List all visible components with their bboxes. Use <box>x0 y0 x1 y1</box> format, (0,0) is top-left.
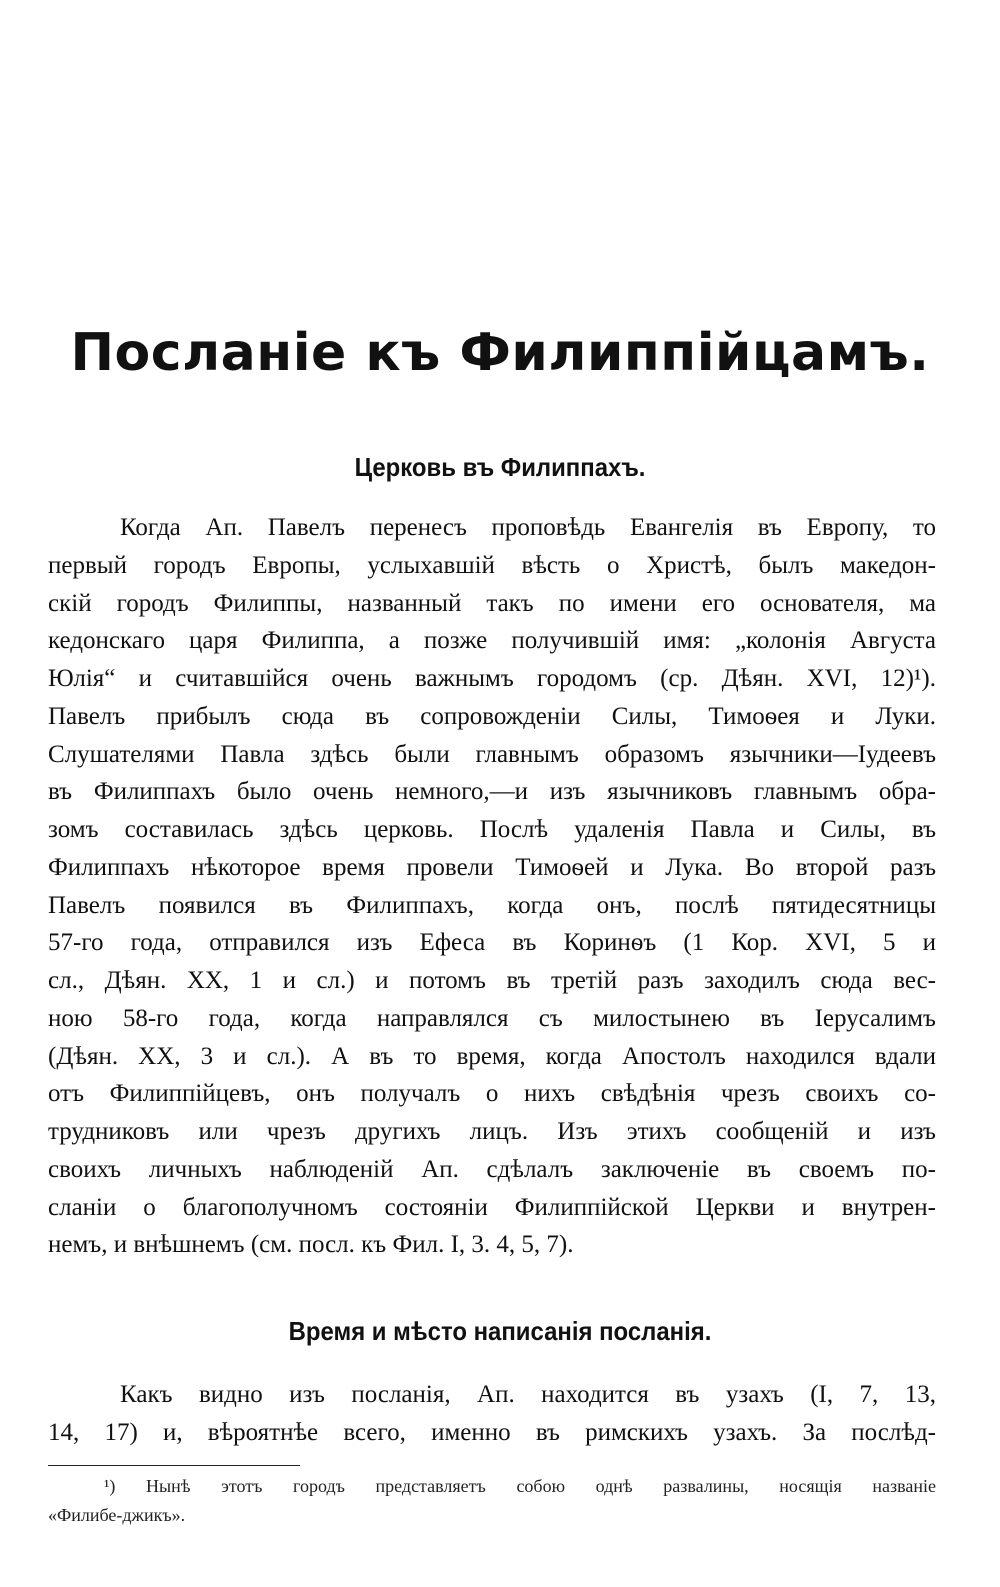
text-line: Павелъ появился въ Филиппахъ, когда онъ, послѣ пятидесятницы <box>48 891 936 919</box>
page-title: Посланіе къ Филиппійцамъ. <box>70 323 930 383</box>
footnote-divider <box>48 1465 300 1466</box>
text-line: отъ Филиппійцевъ, онъ получалъ о нихъ свѣдѣнія чрезъ своихъ со- <box>48 1080 936 1108</box>
text-line: сл., Дѣян. XX, 1 и сл.) и потомъ въ третій разъ заходилъ сюда вес- <box>48 967 936 994</box>
text-line: своихъ личныхъ наблюденій Ап. сдѣлалъ заключеніе въ своемъ по- <box>48 1155 936 1183</box>
text-line: 14, 17) и, вѣроятнѣе всего, именно въ римскихъ узахъ. За послѣд- <box>48 1418 936 1446</box>
text-line: сланіи о благополучномъ состояніи Филиппійской Церкви и внутрен- <box>48 1193 936 1221</box>
text-line: зомъ составилась здѣсь церковь. Послѣ удаленія Павла и Силы, въ <box>48 816 936 843</box>
section-heading-time-place: Время и мѣсто написанія посланія. <box>288 1316 712 1346</box>
text-line: первый городъ Европы, услыхавшій вѣсть о Христѣ, былъ македон- <box>48 551 936 579</box>
text-line: Слушателями Павла здѣсь были главнымъ образомъ язычники—Іудеевъ <box>48 740 936 768</box>
text-line: Какъ видно изъ посланія, Ап. находится въ узахъ (I, 7, 13, <box>120 1381 936 1408</box>
text-line: ною 58-го года, когда направлялся съ милостынею въ Іерусалимъ <box>48 1004 936 1032</box>
text-line: Филиппахъ нѣкоторое время провели Тимоѳей и Лука. Во второй разъ <box>48 853 936 881</box>
text-line: Когда Ап. Павелъ перенесъ проповѣдь Евангелія въ Европу, то <box>120 514 936 541</box>
footnote <box>48 1472 936 1530</box>
footnote-line: «Филибе-джикъ». <box>48 1505 186 1525</box>
text-line: кедонскаго царя Филиппа, а позже получившій имя: „колонія Августа <box>48 627 936 655</box>
text-line: немъ, и внѣшнемъ (см. посл. къ Фил. I, 3. 4, 5, 7). <box>48 1231 574 1259</box>
text-line: скій городъ Филиппы, названный такъ по имени его основателя, ма <box>48 589 936 617</box>
text-line: трудниковъ или чрезъ другихъ лицъ. Изъ этихъ сообщеній и изъ <box>48 1118 936 1145</box>
footnote-line: ¹) Нынѣ этотъ городъ представляетъ собою однѣ развалины, носящія названіе <box>104 1476 936 1496</box>
text-line: Юлія“ и считавшійся очень важнымъ городомъ (ср. Дѣян. XVI, 12)¹). <box>48 665 936 692</box>
text-line: (Дѣян. XX, 3 и сл.). А въ то время, когда Апостолъ находился вдали <box>48 1042 936 1070</box>
text-line: въ Филиппахъ было очень немного,—и изъ язычниковъ главнымъ обра- <box>48 778 936 806</box>
section-body-time-place <box>48 1376 936 1452</box>
text-line: 57-го года, отправился изъ Ефеса въ Коринѳъ (1 Кор. XVI, 5 и <box>48 929 936 957</box>
text-line: Павелъ прибылъ сюда въ сопровожденіи Силы, Тимоѳея и Луки. <box>48 702 936 730</box>
section-body-church <box>48 509 936 1264</box>
section-heading-church: Церковь въ Филиппахъ. <box>354 452 646 482</box>
